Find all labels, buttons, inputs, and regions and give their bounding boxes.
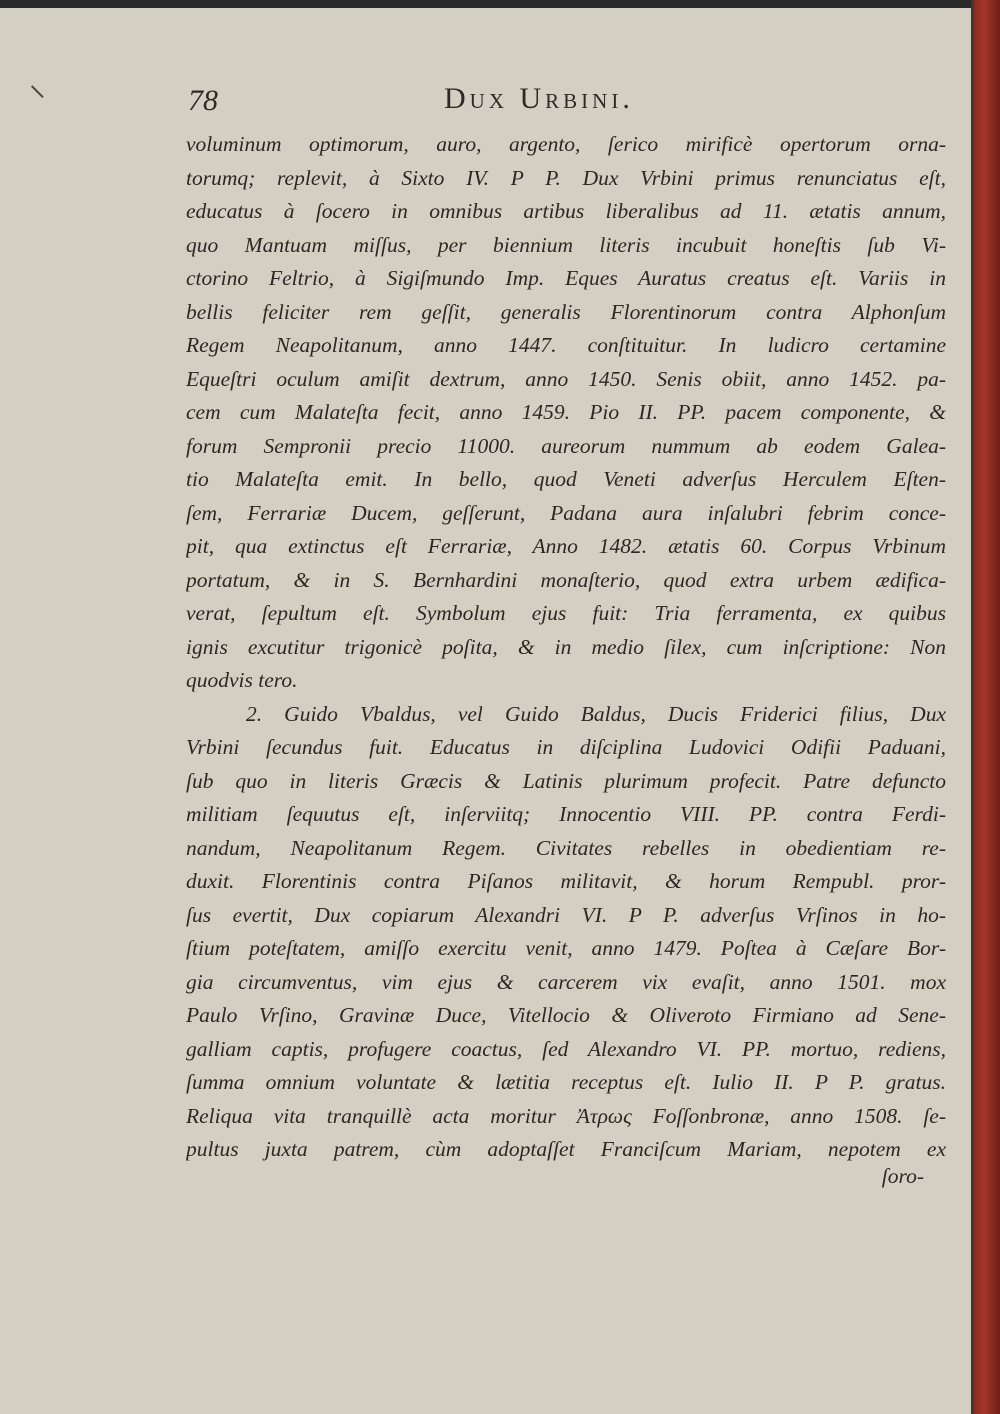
- text-line: forum Sempronii precio 11000. aureorum nummum ab eodem Galea-: [186, 433, 946, 458]
- paragraph-1: [186, 128, 946, 698]
- text-line: tio Malateſta emit. In bello, quod Veneti adverſus Herculem Eſten-: [186, 467, 946, 491]
- text-line: militiam ſequutus eſt, inſerviitq; Innocentio VIII. PP. contra Ferdi-: [186, 802, 946, 826]
- text-line: ſumma omnium voluntate & lætitia receptus eſt. Iulio II. P P. gratus.: [186, 1070, 946, 1094]
- text-line: bellis feliciter rem geſſit, generalis Florentinorum contra Alphonſum: [186, 299, 946, 324]
- text-line: pit, qua extinctus eſt Ferrariæ, Anno 1482. ætatis 60. Corpus Vrbinum: [186, 534, 946, 558]
- text-line: verat, ſepultum eſt. Symbolum ejus fuit: Tria ferramenta, ex quibus: [186, 601, 946, 625]
- page-header: [188, 80, 936, 120]
- text-line: duxit. Florentinis contra Piſanos militavit, & horum Rempubl. pror-: [186, 869, 946, 893]
- text-line: ctorino Feltrio, à Sigiſmundo Imp. Eques Auratus creatus eſt. Variis in: [186, 266, 946, 290]
- text-line: ſus evertit, Dux copiarum Alexandri VI. P P. adverſus Vrſinos in ho-: [186, 902, 946, 927]
- text-line: gia circumventus, vim ejus & carcerem vix evaſit, anno 1501. mox: [186, 969, 946, 994]
- text-line: Paulo Vrſino, Gravinæ Duce, Vitellocio & Oliveroto Firmiano ad Sene-: [186, 1003, 946, 1027]
- text-line: Equeſtri oculum amiſit dextrum, anno 1450. Senis obiit, anno 1452. pa-: [186, 366, 946, 391]
- text-line: ignis excutitur trigonicè poſita, & in medio ſilex, cum inſcriptione: Non: [186, 634, 946, 659]
- text-line: quo Mantuam miſſus, per biennium literis incubuit honeſtis ſub Vi-: [186, 232, 946, 257]
- text-line: galliam captis, profugere coactus, ſed Alexandro VI. PP. mortuo, rediens,: [186, 1036, 946, 1061]
- text-line: Vrbini ſecundus fuit. Educatus in diſciplina Ludovici Odifii Paduani,: [186, 735, 946, 759]
- text-line: portatum, & in S. Bernhardini monaſterio, quod extra urbem ædifica-: [186, 567, 946, 592]
- catchword: ſoro-: [881, 1164, 924, 1188]
- text-line: pultus juxta patrem, cùm adoptaſſet Franciſcum Mariam, nepotem ex: [186, 1137, 946, 1161]
- text-line: 2. Guido Vbaldus, vel Guido Baldus, Ducis Friderici filius, Dux: [246, 701, 946, 726]
- text-line: ſtium poteſtatem, amiſſo exercitu venit, anno 1479. Poſtea à Cæſare Bor-: [186, 936, 946, 960]
- paragraph-2: [186, 698, 946, 1167]
- text-line: educatus à ſocero in omnibus artibus liberalibus ad 11. ætatis annum,: [186, 199, 946, 223]
- text-line: Reliqua vita tranquillè acta moritur Ἀτρως Foſſonbronæ, anno 1508. ſe-: [186, 1103, 946, 1128]
- page-number: 78: [188, 84, 218, 117]
- text-line: voluminum optimorum, auro, argento, ſerico mirificè opertorum orna-: [186, 132, 946, 156]
- text-line: nandum, Neapolitanum Regem. Civitates rebelles in obedientiam re-: [186, 835, 946, 860]
- text-line: quodvis tero.: [186, 668, 298, 692]
- text-line: ſem, Ferrariæ Ducem, geſſerunt, Padana aura inſalubri febrim conce-: [186, 500, 946, 525]
- book-spine-red-edge: [974, 0, 1000, 1414]
- text-line: Regem Neapolitanum, anno 1447. conſtituitur. In ludicro certamine: [186, 333, 946, 357]
- text-line: torumq; replevit, à Sixto IV. P P. Dux Vrbini primus renunciatus eſt,: [186, 165, 946, 190]
- text-line: ſub quo in literis Græcis & Latinis plurimum profecit. Patre defuncto: [186, 768, 946, 793]
- body-text: [186, 128, 946, 1167]
- text-line: cem cum Malateſta fecit, anno 1459. Pio II. PP. pacem componente, &: [186, 400, 946, 424]
- running-title: Dux Urbini.: [444, 82, 634, 115]
- page-corner-fold: [31, 74, 55, 98]
